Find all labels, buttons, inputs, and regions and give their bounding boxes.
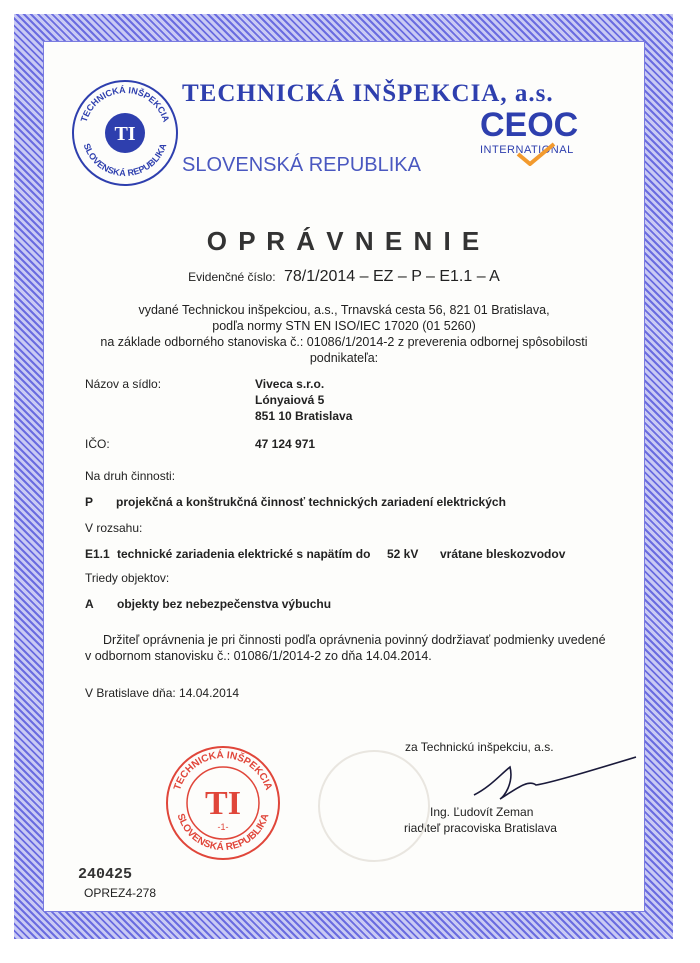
document-title: O P R Á V N E N I E bbox=[206, 226, 482, 256]
stamp-number: -1- bbox=[217, 822, 229, 832]
serial-number: 240425 bbox=[78, 866, 133, 883]
evidence-number: 78/1/2014 – EZ – P – E1.1 – A bbox=[283, 268, 500, 285]
class-label: Triedy objektov: bbox=[85, 571, 170, 585]
issuer-country: SLOVENSKÁ REPUBLIKA bbox=[182, 154, 421, 176]
class-code: A bbox=[85, 597, 94, 611]
handwritten-signature bbox=[470, 755, 640, 805]
intro-text bbox=[44, 302, 644, 366]
issuer-name: TECHNICKÁ INŠPEKCIA, a.s. bbox=[182, 80, 554, 107]
ceoc-logo bbox=[480, 108, 580, 168]
logo-ring-top: TECHNICKÁ INŠPEKCIA bbox=[78, 84, 172, 124]
stamp-seal bbox=[164, 744, 282, 862]
intro-line-3: na základe odborného stanoviska č.: 01086/1/2014-2 z preverenia odbornej spôsobilosti bbox=[100, 335, 588, 349]
scope-code: E1.1 bbox=[85, 547, 110, 561]
logo-ring-bottom: SLOVENSKÁ REPUBLIKA bbox=[81, 141, 169, 179]
ico-label: IČO: bbox=[85, 437, 110, 451]
holder-name: Viveca s.r.o. bbox=[255, 377, 325, 391]
check-mark-icon bbox=[516, 142, 556, 166]
intro-line-2: podľa normy STN EN ISO/IEC 17020 (01 5260) bbox=[212, 319, 476, 333]
activity-type-label: Na druh činnosti: bbox=[85, 469, 176, 483]
embossed-seal bbox=[318, 750, 430, 862]
evidence-label: Evidenčné číslo: bbox=[188, 270, 276, 284]
intro-line-1: vydané Technickou inšpekciou, a.s., Trnavská cesta 56, 821 01 Bratislava, bbox=[138, 303, 550, 317]
activity-type-text: projekčná a konštrukčná činnosť technických zariadení elektrických bbox=[116, 495, 506, 509]
red-stamp bbox=[164, 744, 282, 862]
scope-text: technické zariadenia elektrické s napätím do bbox=[117, 547, 371, 561]
conditions-line-1: Držiteľ oprávnenia je pri činnosti podľa oprávnenia povinný dodržiavať podmienky uvedené bbox=[103, 633, 606, 647]
stamp-initials: TI bbox=[205, 785, 241, 822]
scope-voltage: 52 kV bbox=[387, 547, 419, 561]
logo-initials: TI bbox=[114, 123, 136, 145]
holder-street: Lónyaiová 5 bbox=[255, 393, 325, 407]
stamp-ring-top: TECHNICKÁ INŠPEKCIA bbox=[172, 749, 274, 792]
intro-line-4: podnikateľa: bbox=[309, 351, 379, 365]
scope-suffix: vrátane bleskozvodov bbox=[440, 547, 566, 561]
ti-logo-seal bbox=[70, 78, 180, 188]
name-label: Názov a sídlo: bbox=[85, 377, 162, 391]
signature-for: za Technickú inšpekciu, a.s. bbox=[405, 740, 554, 754]
holder-city: 851 10 Bratislava bbox=[255, 409, 353, 423]
conditions-line-2: v odbornom stanovisku č.: 01086/1/2014-2 zo dňa 14.04.2014. bbox=[85, 649, 432, 663]
evidence-row bbox=[44, 268, 644, 286]
place-date: V Bratislave dňa: 14.04.2014 bbox=[85, 686, 240, 700]
ico-value: 47 124 971 bbox=[255, 437, 316, 451]
signer-name: Ing. Ľudovít Zeman bbox=[430, 805, 534, 819]
conditions-text bbox=[85, 632, 607, 664]
ceoc-sub: INTERNATIONAL bbox=[480, 144, 574, 156]
form-code: OPREZ4-278 bbox=[84, 886, 157, 900]
class-text: objekty bez nebezpečenstva výbuchu bbox=[117, 597, 332, 611]
ceoc-text: CEOC bbox=[480, 106, 579, 144]
stamp-ring-bottom: SLOVENSKÁ REPUBLIKA bbox=[174, 812, 272, 854]
ti-logo bbox=[70, 78, 180, 188]
scope-label: V rozsahu: bbox=[85, 521, 143, 535]
signer-position: riaditeľ pracoviska Bratislava bbox=[404, 821, 557, 835]
activity-type-code: P bbox=[85, 495, 94, 509]
